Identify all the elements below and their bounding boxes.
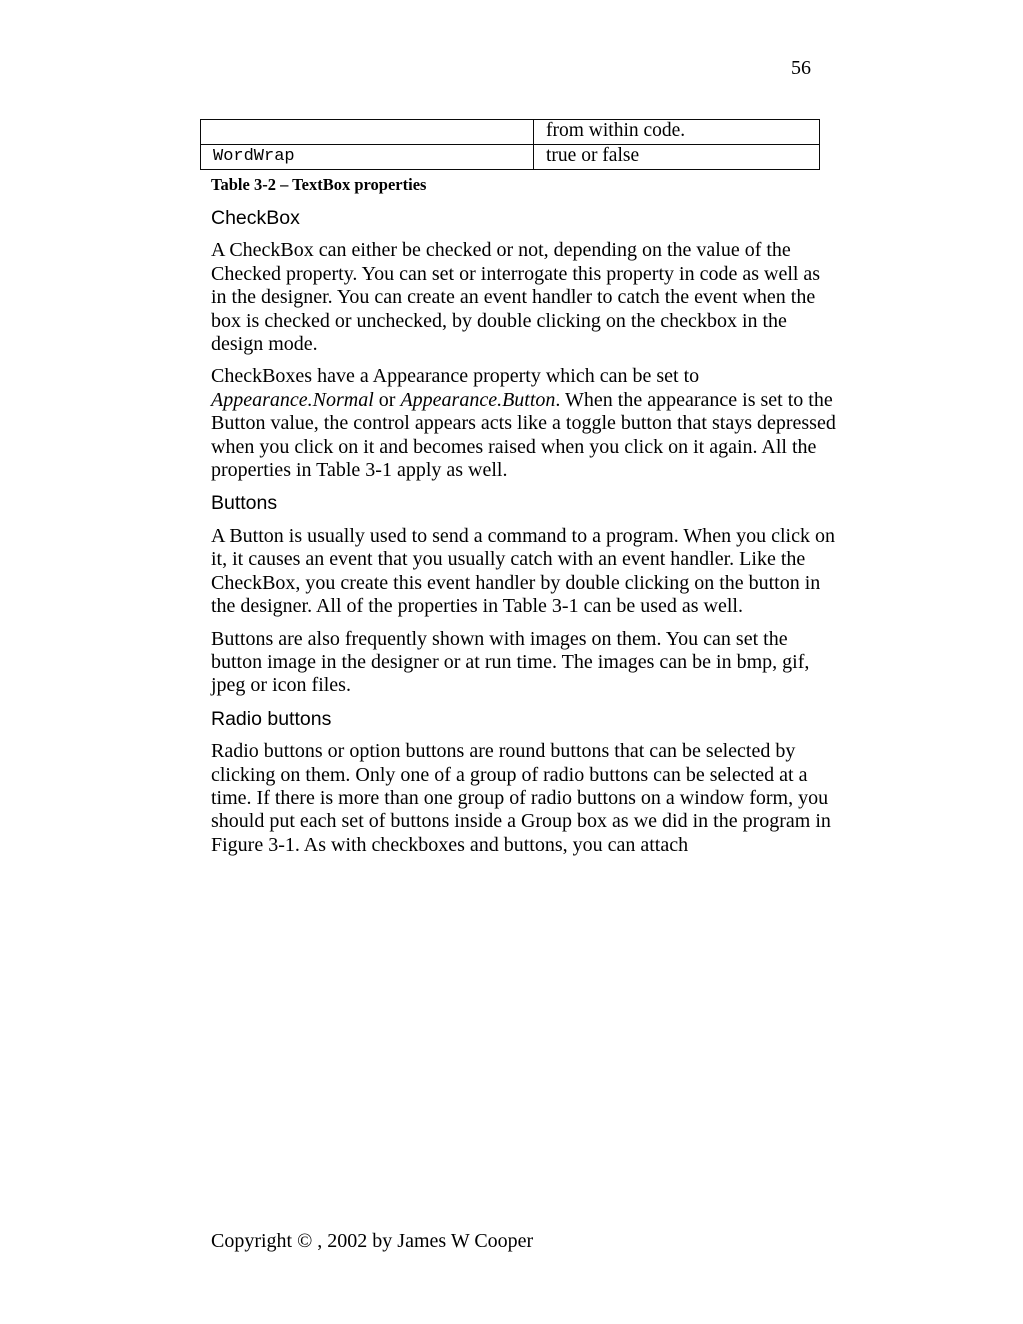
page-number: 56	[791, 57, 811, 79]
property-cell: WordWrap	[201, 145, 534, 170]
text-run: . When the appearance is set to the Button value, the control appears acts like a toggle button that stays depressed when you click on it and becomes raised when you click on it again. All the properties in Table 3-1 apply as well.	[211, 388, 836, 482]
copyright-footer: Copyright © , 2002 by James W Cooper	[211, 1230, 534, 1252]
value-cell: true or false	[534, 145, 820, 170]
table-row	[201, 120, 820, 145]
paragraph-buttons-2: Buttons are also frequently shown with images on them. You can set the button image in the designer or at run time. The images can be in bmp, gif, jpeg or icon files.	[211, 627, 810, 697]
emphasis-run: Appearance.Button	[400, 388, 556, 411]
paragraph-checkbox-2	[211, 365, 836, 482]
paragraph-radio-1: Radio buttons or option buttons are round buttons that can be selected by clicking on them. Only one of a group of radio buttons can be selected at a time. If there is more than one group of radio buttons on a window form, you should put each set of buttons inside a Group box as we did in the program in Figure 3-1. As with checkboxes and buttons, you can attach	[211, 740, 831, 856]
property-cell	[201, 120, 534, 145]
section-heading-buttons: Buttons	[211, 492, 278, 515]
table-row	[201, 145, 820, 170]
paragraph-buttons-1: A Button is usually used to send a command to a program. When you click on it, it causes an event that you usually catch with an event handler. Like the CheckBox, you create this event handler by double clicking on the button in the designer. All of the properties in Table 3-1 can be used as well.	[211, 524, 835, 618]
value-cell: from within code.	[534, 120, 820, 145]
text-run: or	[373, 388, 401, 411]
table-caption: Table 3-2 – TextBox properties	[211, 175, 427, 194]
document-body	[211, 207, 836, 866]
text-run: CheckBoxes have a Appearance property which can be set to	[211, 365, 700, 388]
textbox-properties-table	[200, 119, 820, 170]
section-heading-radio-buttons: Radio buttons	[211, 707, 332, 730]
emphasis-run: Appearance.Normal	[211, 388, 374, 411]
section-heading-checkbox: CheckBox	[211, 207, 300, 229]
paragraph-checkbox-1: A CheckBox can either be checked or not, depending on the value of the Checked property. You can set or interrogate this property in code as well as in the designer. You can create an event handler to catch the event when the box is checked or unchecked, by double clicking on the checkbox in the design mode.	[211, 239, 821, 356]
